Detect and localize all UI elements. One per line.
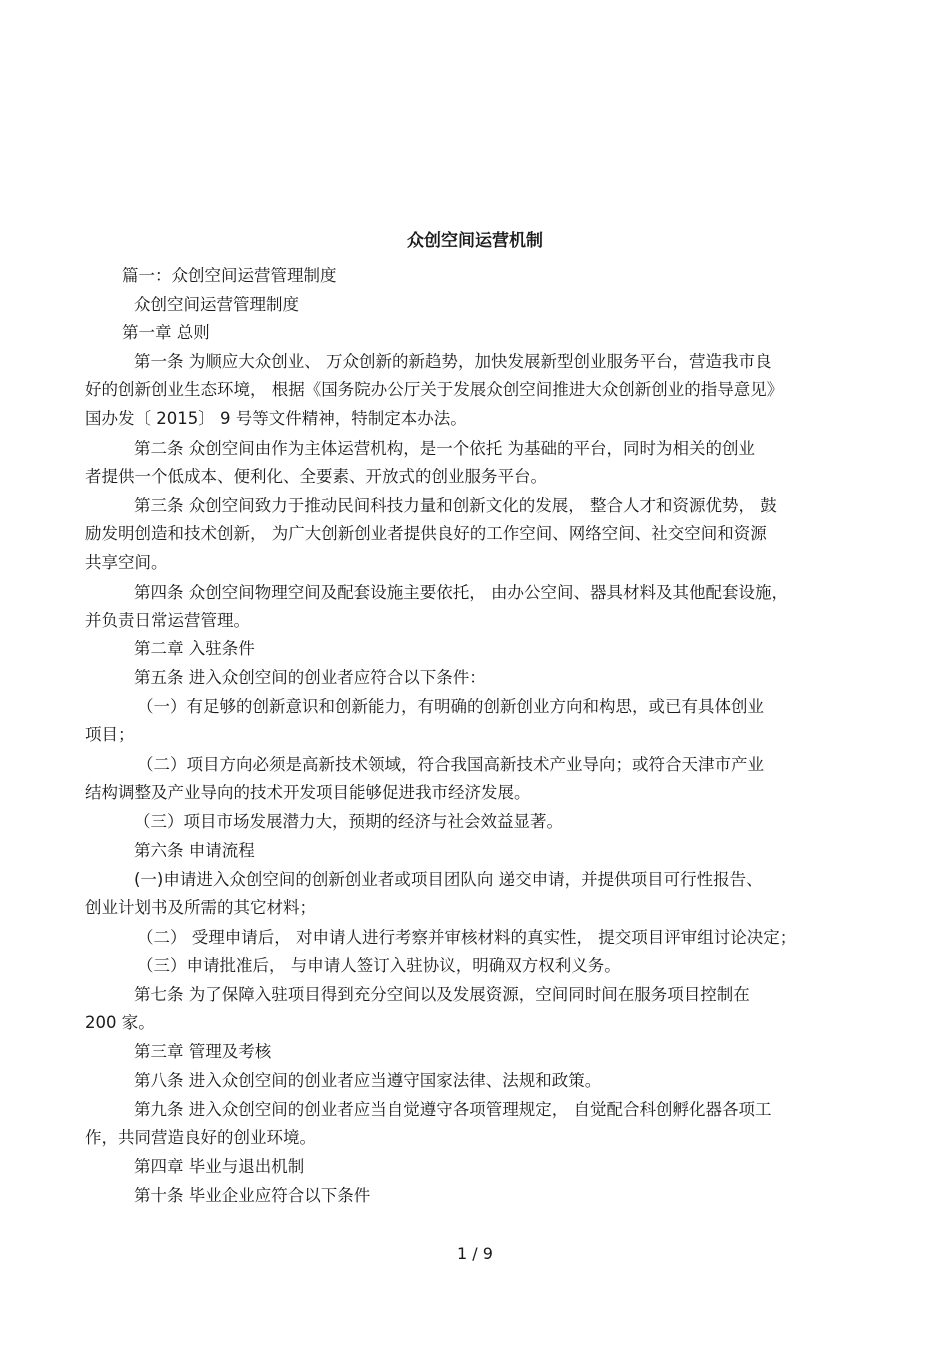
article-line: 第三条 众创空间致力于推动民间科技力量和创新文化的发展， 整合人才和资源优势， 鼓 [134,496,777,515]
article-line: 创业计划书及所需的其它材料； [85,898,316,917]
chapter-heading: 第四章 毕业与退出机制 [134,1157,305,1176]
article-line: （三）项目市场发展潜力大，预期的经济与社会效益显著。 [134,812,563,831]
chapter-heading: 第三章 管理及考核 [134,1042,272,1061]
article-line: 第五条 进入众创空间的创业者应符合以下条件： [134,668,486,687]
article-line: 结构调整及产业导向的技术开发项目能够促进我市经济发展。 [85,783,531,802]
article-line: 作，共同营造良好的创业环境。 [85,1128,316,1147]
article-line: 项目； [85,725,135,744]
article-line: 第六条 申请流程 [134,841,255,860]
article-line: 并负责日常运营管理。 [85,611,250,630]
article-line: 第四条 众创空间物理空间及配套设施主要依托， 由办公空间、器具材料及其他配套设施， [134,583,788,602]
article-line: 200 家。 [85,1013,155,1032]
sub-heading: 众创空间运营管理制度 [134,295,299,314]
article-line: 励发明创造和技术创新， 为广大创新创业者提供良好的工作空间、网络空间、社交空间和资源 [85,524,767,543]
article-line: 共享空间。 [85,553,168,572]
article-line: 第八条 进入众创空间的创业者应当遵守国家法律、法规和政策。 [134,1071,602,1090]
article-line: （三）申请批准后， 与申请人签订入驻协议，明确双方权利义务。 [137,956,621,975]
article-line: 第一条 为顺应大众创业、 万众创新的新趋势，加快发展新型创业服务平台，营造我市良 [134,352,772,371]
article-line: 第九条 进入众创空间的创业者应当自觉遵守各项管理规定， 自觉配合科创孵化器各项工 [134,1100,772,1119]
article-line: 第七条 为了保障入驻项目得到充分空间以及发展资源，空间同时间在服务项目控制在 [134,985,750,1004]
chapter-heading: 第二章 入驻条件 [134,639,255,658]
document-title: 众创空间运营机制 [407,231,543,252]
article-line: （一）有足够的创新意识和创新能力，有明确的创新创业方向和构思，或已有具体创业 [137,697,764,716]
article-line: 国办发〔 2015〕 9 号等文件精神，特制定本办法。 [85,409,467,428]
article-line: （二）项目方向必须是高新技术领域，符合我国高新技术产业导向；或符合天津市产业 [137,755,764,774]
page-number: 1 / 9 [457,1244,493,1263]
chapter-heading: 第一章 总则 [122,323,210,342]
article-line: （二） 受理申请后， 对申请人进行考察并审核材料的真实性， 提交项目评审组讨论决定； [137,928,797,947]
article-line: 第二条 众创空间由作为主体运营机构，是一个依托 为基础的平台，同时为相关的创业 [134,439,755,458]
article-line: (一)申请进入众创空间的创新创业者或项目团队向 递交申请，并提供项目可行性报告、 [134,870,763,889]
section-heading: 篇一：众创空间运营管理制度 [122,266,337,285]
article-line: 者提供一个低成本、便利化、全要素、开放式的创业服务平台。 [85,467,547,486]
article-line: 好的创新创业生态环境， 根据《国务院办公厅关于发展众创空间推进大众创新创业的指导意见》 [85,380,784,399]
article-line: 第十条 毕业企业应符合以下条件 [134,1186,371,1205]
